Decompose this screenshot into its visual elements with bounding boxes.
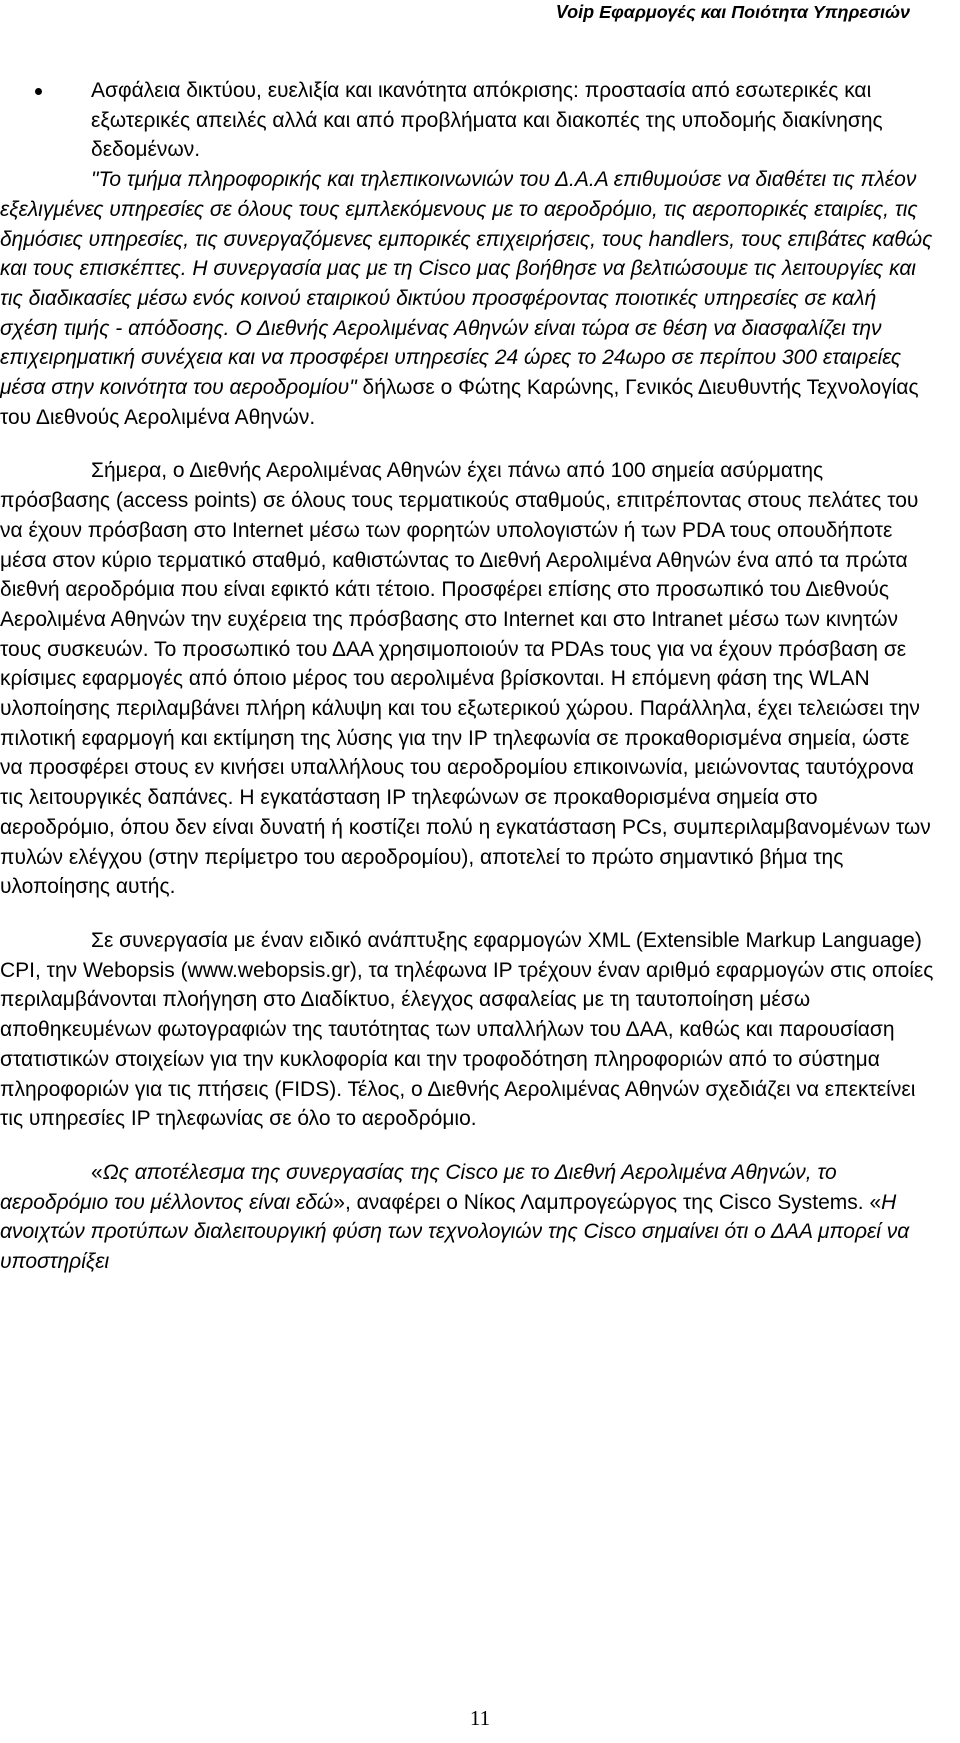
page-header: Voip Εφαρμογές και Ποιότητα Υπηρεσιών	[555, 2, 910, 22]
quote-attribution: δήλωσε ο Φώτης Καρώνης, Γενικός Διευθυντής Τεχνολογίας του Διεθνούς Αερολιμένα Αθηνών.	[0, 376, 919, 429]
quote-italic-text: "Το τμήμα πληροφορικής και τηλεπικοινωνιών του Δ.Α.Α επιθυμούσε να διαθέτει τις πλέον εξελιγμένες υπηρεσίες σε όλους τους εμπλεκόμενους με το αεροδρόμιο, τις αεροπορικές εταιρίες, τις δημόσιες υπηρεσίες, τις συνεργαζόμενες εμπορικές επιχειρήσεις, τους handlers, τους επιβάτες καθώς και τους επισκέπτες. Η συνεργασία μας με τη Cisco μας βοήθησε να βελτιώσουμε τις λειτουργίες και τις διαδικασίες μέσω ενός κοινού εταιρικού δικτύου προσφέροντας ποιοτικές υπηρεσίες σε καλή σχέση τιμής - απόδοσης. Ο Διεθνής Αερολιμένας Αθηνών είναι τώρα σε θέση να διασφαλίζει την επιχειρηματική συνέχεια και να προσφέρει υπηρεσίες 24 ώρες το 24ωρο σε περίπου 300 εταιρείες μέσα στην κοινότητα του αεροδρομίου"	[0, 168, 933, 400]
page-content	[0, 76, 935, 1277]
bullet-text: Ασφάλεια δικτύου, ευελιξία και ικανότητα απόκρισης: προστασία από εσωτερικές και εξωτερικές απειλές αλλά και από προβλήματα και διακοπές της υποδομής διακίνησης δεδομένων.	[91, 79, 883, 162]
quote-attribution-2: », αναφέρει ο Νίκος Λαμπρογεώργος της Cisco Systems. «	[333, 1190, 882, 1214]
quote-paragraph	[0, 165, 935, 432]
paragraph-cisco-quote	[0, 1158, 935, 1277]
quote-open-mark: «	[91, 1160, 103, 1184]
quote-italic-1: Ως αποτέλεσμα της συνεργασίας της Cisco με το Διεθνή Αερολιμένα Αθηνών, το αεροδρόμιο του μέλλοντος είναι εδώ	[0, 1160, 837, 1214]
paragraph-wireless: Σήμερα, ο Διεθνής Αερολιμένας Αθηνών έχει πάνω από 100 σημεία ασύρματης πρόσβασης (access points) σε όλους τους τερματικούς σταθμούς, επιτρέποντας στους πελάτες του να έχουν πρόσβαση στο Internet μέσω των φορητών υπολογιστών ή των PDA τους οπουδήποτε μέσα στον κύριο τερματικό σταθμό, καθιστώντας το Διεθνή Αερολιμένα Αθηνών ένα από τα πρώτα διεθνή αεροδρόμια που είναι εφικτό κάτι τέτοιο. Προσφέρει επίσης στο προσωπικό του Διεθνούς Αερολιμένα Αθηνών την ευχέρεια της πρόσβασης στο Internet και στο Intranet μέσω των κινητών τους συσκευών. Το προσωπικό του ΔΑΑ χρησιμοποιούν τα PDAs τους για να έχουν πρόσβαση σε κρίσιμες εφαρμογές από όποιο μέρος του αερολιμένα βρίσκονται. Η επόμενη φάση της WLAN υλοποίησης περιλαμβάνει πλήρη κάλυψη και του εξωτερικού χώρου. Παράλληλα, έχει τελειώσει την πιλοτική εφαρμογή και εκτίμηση της λύσης για την IP τηλεφωνία σε προκαθορισμένα σημεία, ώστε να προσφέρει στους εν κινήσει υπαλλήλους του αεροδρομίου επικοινωνία, μειώνοντας ταυτόχρονα τις λειτουργικές δαπάνες. Η εγκατάσταση IP τηλεφώνων σε προκαθορισμένα σημεία στο αεροδρόμιο, όπου δεν είναι δυνατή ή κοστίζει πολύ η εγκατάσταση PCs, συμπεριλαμβανομένων των πυλών ελέγχου (στην περίμετρο του αεροδρομίου), αποτελεί το πρώτο σημαντικό βήμα της υλοποίησης αυτής.	[0, 459, 931, 899]
page-number: 11	[469, 1706, 491, 1730]
quote-italic-2: Η ανοιχτών προτύπων διαλειτουργική φύση των τεχνολογιών της Cisco σημαίνει ότι ο ΔΑΑ μπορεί να υποστηρίξει	[0, 1190, 910, 1274]
bullet-item	[0, 76, 935, 165]
paragraph-xml-apps: Σε συνεργασία με έναν ειδικό ανάπτυξης εφαρμογών XML (Extensible Markup Language) CPI, την Webopsis (www.webopsis.gr), τα τηλέφωνα IP τρέχουν έναν αριθμό εφαρμογών στις οποίες περιλαμβάνονται πλοήγηση στο Διαδίκτυο, έλεγχος ασφαλείας με τη ταυτοποίηση μέσω αποθηκευμένων φωτογραφιών της ταυτότητας των υπαλλήλων του ΔΑΑ, καθώς και παρουσίαση στατιστικών στοιχείων για την κυκλοφορία και την τροφοδότηση πληροφοριών από το σύστημα πληροφοριών για τις πτήσεις (FIDS). Τέλος, ο Διεθνής Αερολιμένας Αθηνών σχεδιάζει να επεκτείνει τις υπηρεσίες IP τηλεφωνίας σε όλο το αεροδρόμιο.	[0, 928, 934, 1131]
quote-text	[0, 165, 935, 432]
bullet-icon	[35, 88, 42, 95]
